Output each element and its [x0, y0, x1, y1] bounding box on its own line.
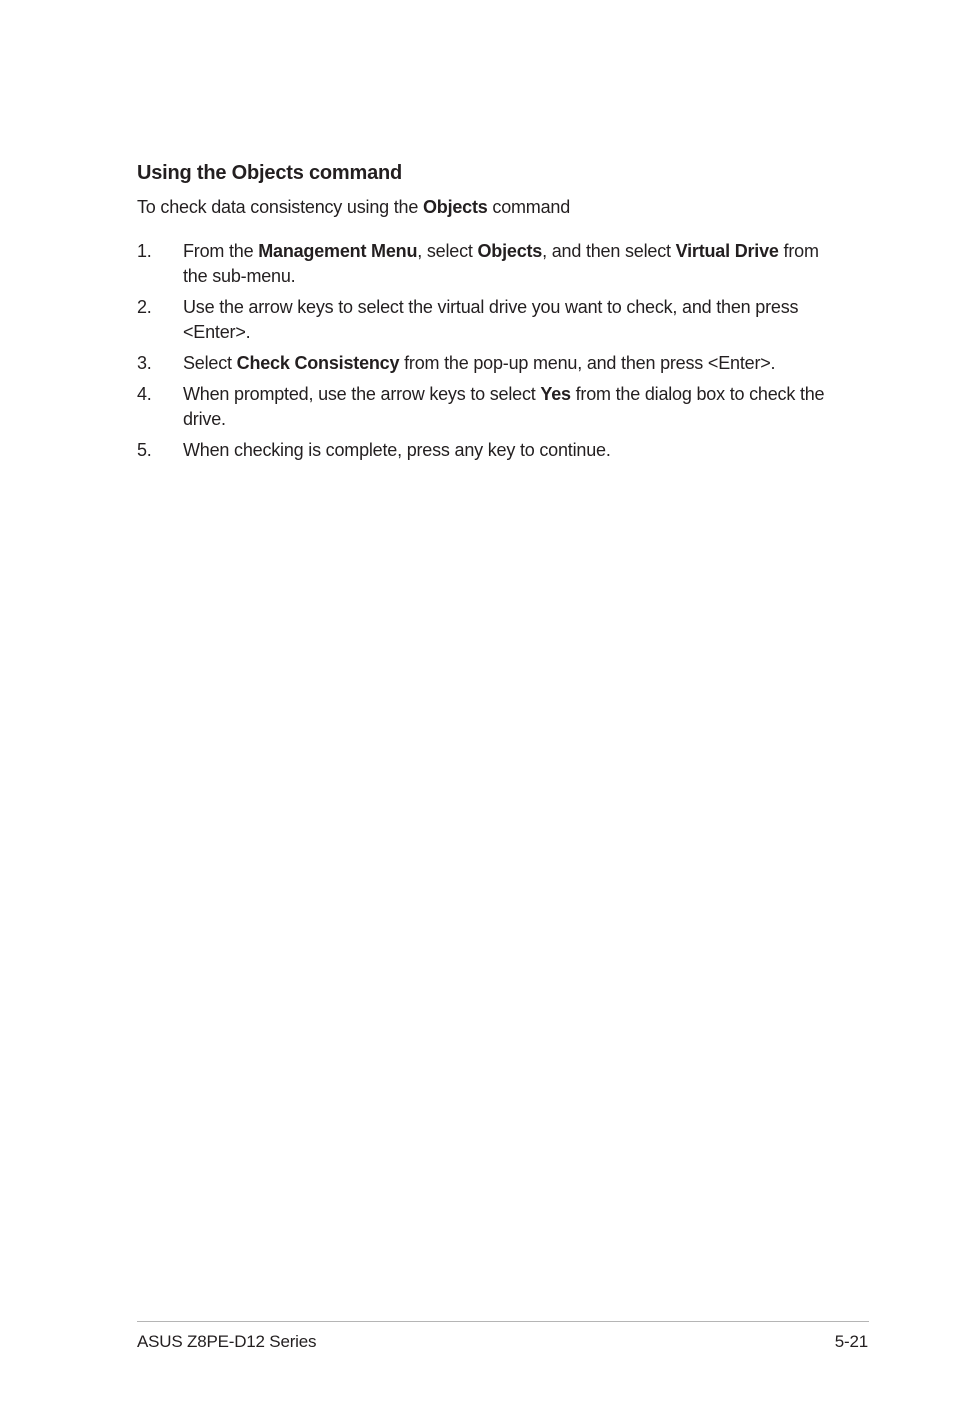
footer-page-number: 5-21: [834, 1332, 868, 1351]
step-text: , and then select: [542, 241, 676, 261]
step-bold-term: Yes: [540, 384, 571, 404]
step-text: , select: [417, 241, 478, 261]
list-item: [137, 351, 827, 376]
intro-text: To check data consistency using the: [137, 197, 423, 217]
step-text: When prompted, use the arrow keys to select: [183, 384, 541, 404]
step-text: Select: [183, 353, 237, 373]
step-text: From the: [183, 241, 259, 261]
list-item: [137, 438, 827, 463]
step-bold-term: Virtual Drive: [675, 241, 779, 261]
list-item: [137, 382, 827, 432]
step-text: When checking is complete, press any key to continue.: [183, 440, 611, 460]
footer-divider: [137, 1321, 869, 1322]
step-text: from the sub-menu.: [183, 241, 819, 286]
step-text: from the pop-up menu, and then press <Enter>.: [399, 353, 776, 373]
steps-list: [137, 239, 827, 469]
intro-paragraph: [137, 195, 570, 219]
intro-bold-term: Objects: [422, 197, 488, 217]
step-bold-term: Management Menu: [258, 241, 418, 261]
step-bold-term: Check Consistency: [236, 353, 400, 373]
step-text: Use the arrow keys to select the virtual drive you want to check, and then press <Enter>.: [183, 297, 799, 342]
list-item: [137, 239, 827, 289]
footer-product-name: ASUS Z8PE-D12 Series: [137, 1332, 317, 1351]
intro-text-end: command: [487, 197, 571, 217]
step-number: 5.: [137, 440, 152, 460]
section-heading: Using the Objects command: [137, 162, 403, 184]
step-number: 1.: [137, 241, 152, 261]
step-text: from the dialog box to check the drive.: [183, 384, 825, 429]
list-item: [137, 295, 827, 345]
step-number: 2.: [137, 297, 152, 317]
step-bold-term: Objects: [477, 241, 543, 261]
step-number: 4.: [137, 384, 152, 404]
step-number: 3.: [137, 353, 152, 373]
